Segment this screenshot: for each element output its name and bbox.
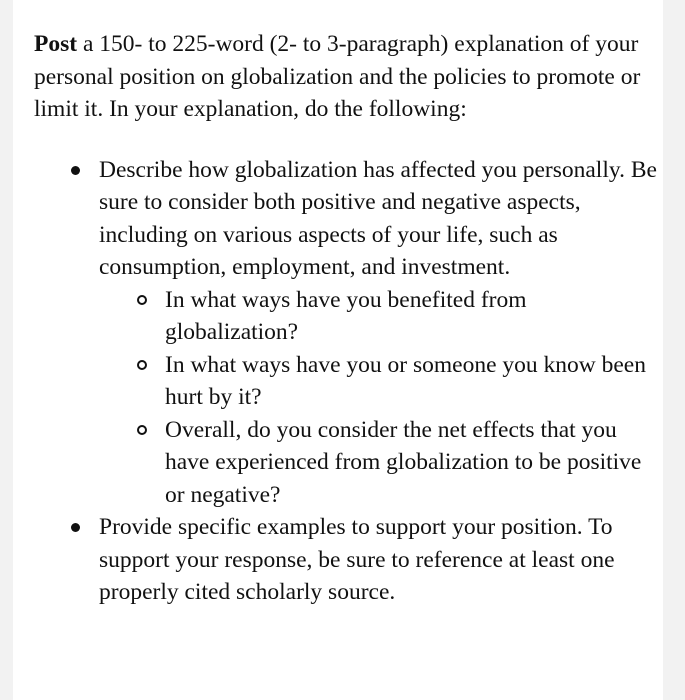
bullet-list	[34, 154, 659, 609]
intro-text: a 150- to 225-word (2- to 3-paragraph) explanation of your personal position on globalization and the policies to promote or limit it. In your explanation, do the following:	[34, 31, 641, 122]
list-item	[34, 154, 659, 512]
intro-bold-word: Post	[34, 31, 78, 57]
filled-bullet-icon	[71, 166, 80, 175]
filled-bullet-icon	[71, 523, 80, 532]
list-item-text: Provide specific examples to support your position. To support your response, be sure to reference at least one properly cited scholarly source.	[99, 514, 615, 605]
sub-bullet-list	[99, 284, 659, 512]
sub-list-item	[99, 414, 659, 512]
sub-list-item-text: In what ways have you benefited from globalization?	[165, 286, 527, 345]
sub-list-item	[99, 349, 659, 414]
document-page	[13, 0, 663, 700]
hollow-bullet-icon	[137, 425, 147, 435]
document-content	[34, 28, 659, 609]
sub-list-item-text: Overall, do you consider the net effects that you have experienced from globalization to be positive or negative?	[165, 416, 642, 508]
hollow-bullet-icon	[137, 360, 147, 370]
list-item-text: Describe how globalization has affected you personally. Be sure to consider both positive and negative aspects, including on various aspects of your life, such as consumption, employment, and investment.	[99, 156, 657, 280]
hollow-bullet-icon	[137, 295, 147, 305]
intro-paragraph	[34, 28, 659, 126]
sub-list-item-text: In what ways have you or someone you know been hurt by it?	[165, 351, 646, 410]
sub-list-item	[99, 284, 659, 349]
list-item	[34, 511, 659, 609]
